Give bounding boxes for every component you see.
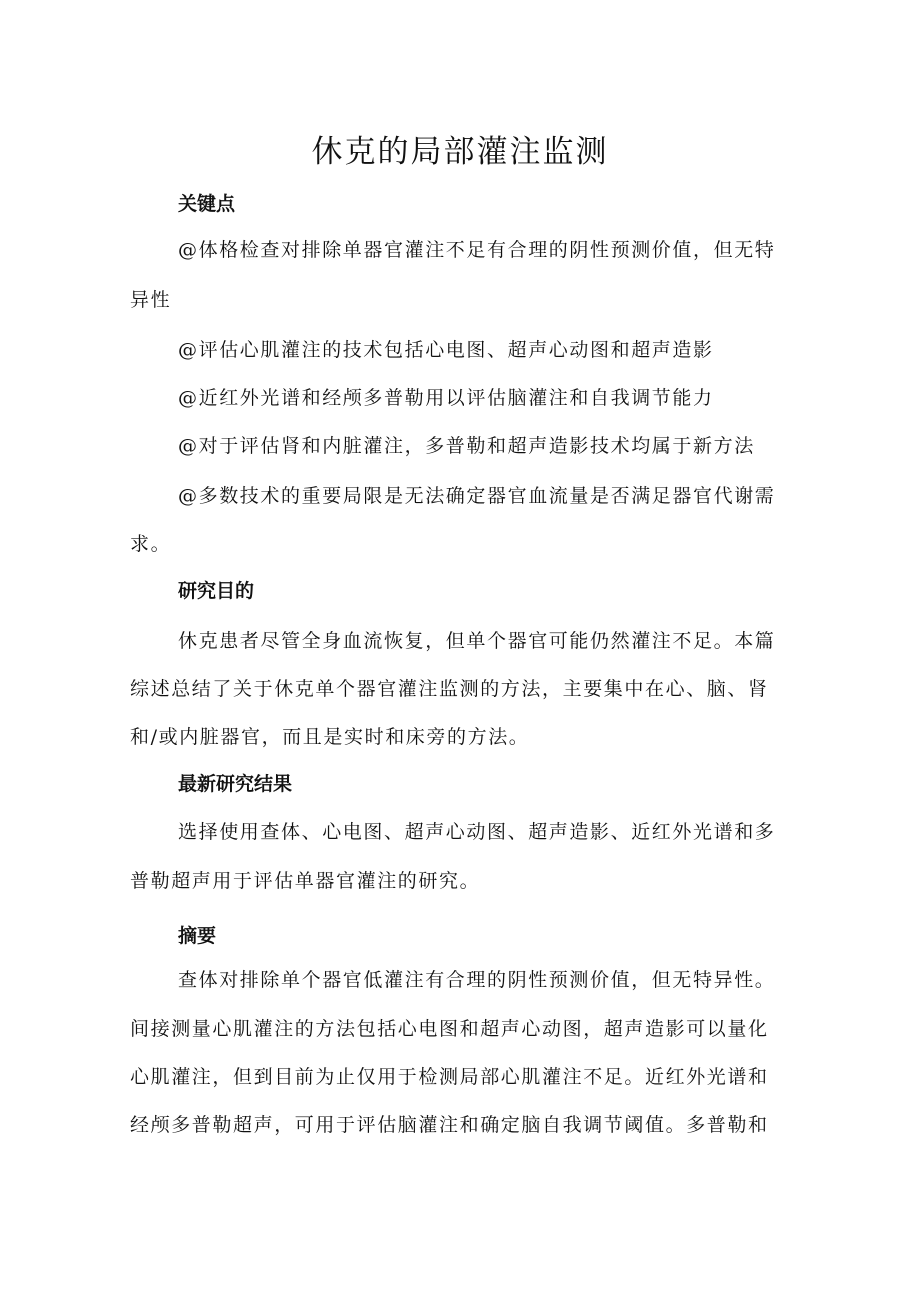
summary-heading: 摘要: [178, 925, 217, 947]
summary-line: 间接测量心肌灌注的方法包括心电图和超声心动图，超声造影可以量化: [130, 1018, 769, 1040]
purpose-line: 和/或内脏器官，而且是实时和床旁的方法。: [130, 726, 530, 748]
findings-heading: 最新研究结果: [178, 773, 293, 795]
purpose-line: 休克患者尽管全身血流恢复，但单个器官可能仍然灌注不足。本篇: [178, 630, 776, 652]
findings-line: 选择使用查体、心电图、超声心动图、超声造影、近红外光谱和多: [178, 821, 776, 843]
key-point-line: @评估心肌灌注的技术包括心电图、超声心动图和超声造影: [178, 339, 714, 361]
purpose-line: 综述总结了关于休克单个器官灌注监测的方法，主要集中在心、脑、肾: [130, 678, 769, 700]
document-title: 休克的局部灌注监测: [311, 134, 609, 170]
key-point-line: @近红外光谱和经颅多普勒用以评估脑灌注和自我调节能力: [178, 387, 714, 409]
key-points-heading: 关键点: [178, 193, 236, 215]
key-point-line: 求。: [130, 533, 172, 555]
key-point-line: @多数技术的重要局限是无法确定器官血流量是否满足器官代谢需: [178, 485, 776, 507]
findings-line: 普勒超声用于评估单器官灌注的研究。: [130, 870, 481, 892]
summary-line: 查体对排除单个器官低灌注有合理的阴性预测价值，但无特异性。: [178, 969, 776, 991]
purpose-heading: 研究目的: [178, 580, 255, 602]
summary-line: 心肌灌注，但到目前为止仅用于检测局部心肌灌注不足。近红外光谱和: [130, 1066, 769, 1088]
key-point-line: @对于评估肾和内脏灌注，多普勒和超声造影技术均属于新方法: [178, 435, 755, 457]
key-point-line: 异性: [130, 289, 172, 311]
key-point-line: @体格检查对排除单器官灌注不足有合理的阴性预测价值，但无特: [178, 239, 776, 261]
summary-line: 经颅多普勒超声，可用于评估脑灌注和确定脑自我调节阈值。多普勒和: [130, 1114, 769, 1136]
